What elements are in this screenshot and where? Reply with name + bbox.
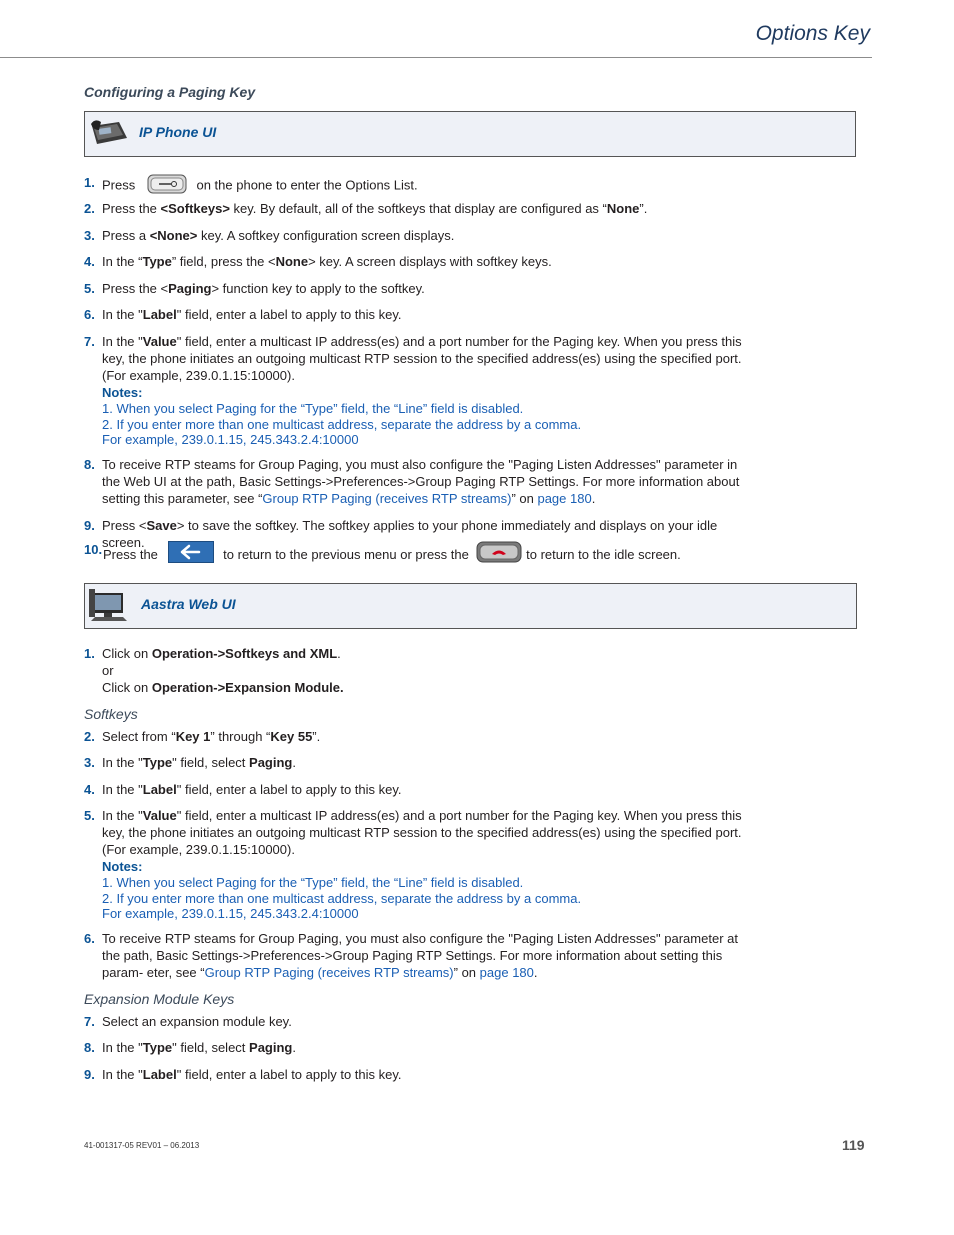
list-item [84, 333, 746, 448]
cross-reference-link[interactable]: Group RTP Paging (receives RTP streams) [204, 965, 454, 980]
text-span: 5. [84, 808, 95, 823]
list-item [84, 645, 746, 696]
text-span: 8. [84, 457, 95, 472]
header-divider [0, 57, 872, 58]
text-span: Save [146, 518, 177, 533]
text-span: to return to the previous menu or press the [223, 546, 469, 562]
text-span: 4. [84, 254, 95, 269]
computer-icon [89, 587, 129, 626]
text-span: 8. [84, 1040, 95, 1055]
text-span: 6. [84, 931, 95, 946]
text-span: Select an expansion module key. [102, 1014, 292, 1029]
text-span: " field, select [172, 755, 250, 770]
footer-document-id: 41-001317-05 REV01 – 06.2013 [84, 1141, 200, 1150]
text-span: ” on [453, 965, 480, 980]
text-span: 1. [84, 646, 95, 661]
text-span: Value [142, 808, 177, 823]
text-span: 3. [84, 228, 95, 243]
list-item [84, 456, 746, 507]
text-span: 10. [84, 542, 103, 557]
back-arrow-key-icon [168, 541, 214, 570]
notes-heading: Notes: [102, 859, 143, 874]
page-header-title: Options Key [755, 22, 870, 45]
text-span: Press the [103, 546, 158, 562]
text-span: None [606, 201, 640, 216]
text-span: Label [142, 307, 177, 322]
text-span: ” through “ [210, 729, 271, 744]
text-span: . [533, 965, 538, 980]
text-span: Type [142, 755, 173, 770]
text-span: In the “ [102, 254, 143, 269]
text-span: <None> [149, 228, 198, 243]
text-span: > key. A screen displays with softkey keys. [308, 254, 552, 269]
text-span: Press [102, 177, 136, 193]
text-span: " field, enter a label to apply to this key. [176, 1067, 402, 1082]
list-item [84, 227, 746, 244]
list-item [84, 253, 746, 270]
text-span: ” on [511, 491, 538, 506]
text-span: key. A softkey configuration screen displays. [197, 228, 455, 243]
text-span: In the " [102, 808, 143, 823]
text-span: Label [142, 1067, 177, 1082]
text-span: 5. [84, 281, 95, 296]
text-span: " field, enter a multicast IP address(es) and a port number for the Paging key. When you press this key, the phone initiates an outgoing multicast RTP session to the specified address(es) using the specified port. (For example, 239.0.1.15:10000). [102, 334, 742, 383]
ip-phone-icon [89, 116, 129, 153]
page-link[interactable]: page 180 [479, 965, 534, 980]
text-span: <Softkeys> [160, 201, 230, 216]
list-item [84, 200, 746, 217]
text-span: Select from “ [102, 729, 176, 744]
list-item [84, 781, 746, 798]
text-span: Operation->Expansion Module. [151, 680, 344, 695]
text-span: 2. [84, 201, 95, 216]
text-span: 1. [84, 175, 95, 190]
text-span: . [337, 646, 341, 661]
text-span: " field, enter a label to apply to this key. [176, 307, 402, 322]
text-span: Type [142, 1040, 173, 1055]
text-span: Paging [249, 1040, 293, 1055]
note: For example, 239.0.1.15, 245.343.2.4:10000 [102, 906, 359, 921]
list-item [84, 306, 746, 323]
text-span: To receive RTP steams for Group Paging, you must also configure the "Paging Listen Addresses" parameter in the Web UI at the path, Basic Settings->Preferences->Group Paging RTP Settings. For more information about setting this parameter, see “ [102, 457, 740, 506]
text-span: 9. [84, 1067, 95, 1082]
ip-phone-ui-banner [84, 111, 856, 157]
list-item [84, 728, 746, 745]
cross-reference-link[interactable]: Group RTP Paging (receives RTP streams) [262, 491, 512, 506]
text-span: In the " [102, 334, 143, 349]
list-item [84, 807, 746, 922]
text-span: Label [142, 782, 177, 797]
text-span: Operation->Softkeys and XML [151, 646, 338, 661]
expansion-module-keys-subheading: Expansion Module Keys [84, 991, 235, 1007]
ip-phone-ui-label: IP Phone UI [139, 124, 217, 140]
text-span: 3. [84, 755, 95, 770]
note: 2. If you enter more than one multicast address, separate the address by a comma. [102, 416, 582, 432]
text-span: 4. [84, 782, 95, 797]
goodbye-key-icon [476, 541, 522, 570]
note: 1. When you select Paging for the “Type” field, the “Line” field is disabled. [102, 401, 524, 416]
aastra-web-ui-label: Aastra Web UI [141, 596, 236, 612]
text-span: . [292, 1040, 296, 1055]
text-span: Value [142, 334, 177, 349]
list-item [84, 174, 746, 198]
text-span: > function key to apply to the softkey. [211, 281, 425, 296]
list-item [84, 1039, 746, 1056]
notes-heading: Notes: [102, 385, 143, 400]
text-span: 7. [84, 1014, 95, 1029]
text-span: Paging [249, 755, 293, 770]
text-span: " field, enter a multicast IP address(es) and a port number for the Paging key. When you press this key, the phone initiates an outgoing multicast RTP session to the specified address(es) using the specified port. (For example, 239.0.1.15:10000). [102, 808, 742, 857]
text-span: Type [142, 254, 172, 269]
text-span: Press the < [102, 281, 169, 296]
text-span: 2. [84, 729, 95, 744]
page-link[interactable]: page 180 [537, 491, 592, 506]
section-title: Configuring a Paging Key [84, 84, 256, 100]
text-span: . [292, 755, 296, 770]
list-item [84, 1066, 746, 1083]
aastra-web-ui-banner [84, 583, 857, 629]
text-span: None [275, 254, 309, 269]
text-span: Key 55 [270, 729, 313, 744]
note: For example, 239.0.1.15, 245.343.2.4:10000 [102, 432, 359, 447]
text-span: Click on [102, 680, 152, 695]
text-span: 9. [84, 518, 95, 533]
options-key-icon [147, 174, 187, 198]
text-span: Click on [102, 646, 152, 661]
note: 2. If you enter more than one multicast address, separate the address by a comma. [102, 890, 582, 906]
list-item [84, 280, 746, 297]
softkeys-subheading: Softkeys [84, 706, 138, 722]
list-item [84, 1013, 746, 1030]
text-span: " field, enter a label to apply to this key. [176, 782, 402, 797]
text-span: or [102, 663, 114, 678]
text-span: In the " [102, 755, 143, 770]
text-span: 7. [84, 334, 95, 349]
text-span: Press a [102, 228, 150, 243]
text-span: to return to the idle screen. [526, 546, 681, 562]
text-span: on the phone to enter the Options List. [196, 177, 418, 193]
text-span: key. By default, all of the softkeys that display are configured as “ [229, 201, 607, 216]
text-span: . [591, 491, 596, 506]
text-span: > to save the softkey. The softkey applies to your phone immediately and displays on your idle screen. [102, 518, 718, 550]
page-number: 119 [842, 1137, 865, 1153]
text-span: " field, select [172, 1040, 250, 1055]
text-span: In the " [102, 782, 143, 797]
text-span: To receive RTP steams for Group Paging, you must also configure the "Paging Listen Addresses" parameter at the path, Basic Settings->Preferences->Group Paging RTP Settings. For more information about setting this param- eter, see “ [102, 931, 738, 980]
text-span: In the " [102, 1040, 143, 1055]
text-span: ”. [312, 729, 321, 744]
list-item [84, 754, 746, 771]
note: 1. When you select Paging for the “Type” field, the “Line” field is disabled. [102, 875, 524, 890]
text-span: Press < [102, 518, 147, 533]
list-item [84, 930, 746, 981]
text-span: In the " [102, 1067, 143, 1082]
text-span: ” field, press the < [171, 254, 276, 269]
text-span: Press the [102, 201, 161, 216]
list-item [84, 541, 704, 570]
text-span: 6. [84, 307, 95, 322]
text-span: Paging [168, 281, 212, 296]
text-span: ”. [639, 201, 648, 216]
text-span: In the " [102, 307, 143, 322]
text-span: Key 1 [175, 729, 211, 744]
